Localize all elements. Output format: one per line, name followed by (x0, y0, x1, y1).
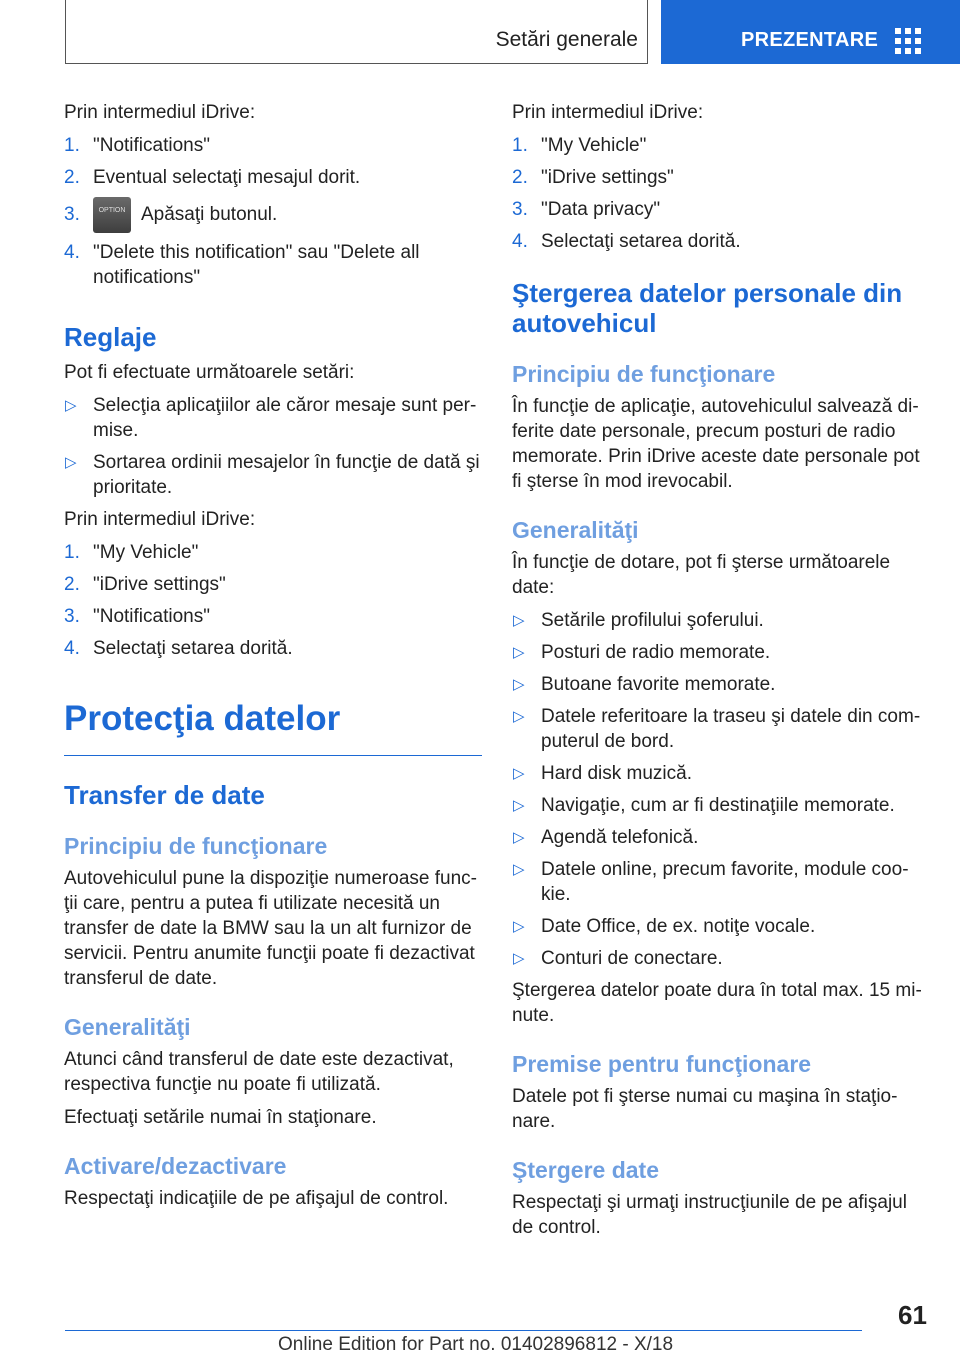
paragraph: În funcţie de dotare, pot fi şterse următoarele date: (512, 552, 891, 598)
list-item: ▷ Date Office, de ex. notiţe vocale. (513, 916, 816, 937)
list-item: 3. OPTION Apăsaţi butonul. (64, 197, 482, 233)
paragraph: Pot fi efectuate următoarele setări: (64, 362, 355, 384)
heading-protectia-datelor: Protecţia datelor (64, 697, 482, 756)
list-item: 4. Selectaţi setarea dorită. (512, 231, 741, 252)
list-item: ▷ Setările profilului şoferului. (513, 610, 764, 631)
footer-edition-text: Online Edition for Part no. 01402896812 - X/18 (278, 1334, 674, 1355)
steps-list-settings (64, 540, 482, 661)
paragraph: Ştergerea datelor poate dura în total max. 15 minute. (512, 980, 922, 1026)
paragraph: Respectaţi şi urmaţi instrucţiunile de pe afişajul de control. (512, 1192, 907, 1238)
list-item: ▷ Selecţia aplicaţiilor ale căror mesaje sunt permise. (65, 395, 477, 442)
steps-list-notifications (64, 133, 482, 290)
list-item: 4. "Delete this notification" sau "Delete all notifications" (64, 242, 420, 289)
triangle-bullet-icon: ▷ (513, 708, 525, 725)
triangle-bullet-icon: ▷ (513, 676, 525, 693)
left-column (64, 100, 482, 1219)
list-item: ▷ Datele online, precum favorite, module cookie. (513, 859, 909, 905)
list-item: ▷ Posturi de radio memorate. (513, 642, 771, 663)
list-item: 1. "My Vehicle" (64, 542, 199, 564)
list-item: ▷ Butoane favorite memorate. (513, 674, 776, 695)
heading-generalitati: Generalităţi (64, 1014, 191, 1041)
heading-principiu: Principiu de funcţionare (64, 833, 328, 860)
header-tab-label: PREZENTARE (741, 29, 879, 51)
paragraph: Efectuaţi setările numai în staţionare. (64, 1107, 377, 1129)
list-item: 2. "iDrive settings" (64, 574, 226, 596)
list-item: ▷ Datele referitoare la traseu şi datele din computerul de bord. (513, 706, 921, 752)
intro-text: Prin intermediul iDrive: (64, 509, 256, 531)
triangle-bullet-icon: ▷ (65, 454, 77, 472)
heading-reglaje: Reglaje (64, 322, 157, 353)
list-item: ▷ Hard disk muzică. (513, 763, 692, 784)
footer-divider (65, 1330, 862, 1331)
list-item: 2. Eventual selectaţi mesajul dorit. (64, 167, 361, 188)
intro-text: Prin intermediul iDrive: (64, 102, 256, 123)
paragraph: Autovehiculul pune la dispoziţie numeroase funcţii care, pentru a putea fi utilizate necesită un transfer de date la BMW sau la un alt furnizor de servicii. Pentru anumite funcţii poate fi dezactivat transferul de date. (64, 868, 477, 990)
steps-list-data-privacy (512, 133, 930, 254)
list-item: ▷ Sortarea ordinii mesajelor în funcţie de dată şi prioritate. (65, 452, 480, 499)
intro-text: Prin intermediul iDrive: (512, 102, 704, 123)
paragraph: Datele pot fi şterse numai cu maşina în staţionare. (512, 1086, 898, 1132)
header-section-title: Setări generale (495, 28, 638, 51)
triangle-bullet-icon: ▷ (513, 918, 525, 935)
list-item: 1. "Notifications" (64, 135, 210, 156)
triangle-bullet-icon: ▷ (65, 397, 77, 415)
list-item: 3. "Data privacy" (512, 199, 661, 220)
heading-stergere-date: Ştergere date (512, 1157, 660, 1183)
triangle-bullet-icon: ▷ (513, 612, 525, 629)
paragraph: În funcţie de aplicaţie, autovehiculul salvează diferite date personale, precum posturi de radio memorate. Prin iDrive aceste date personale pot fi şterse în mod irevocabil. (512, 396, 920, 492)
grid-menu-icon[interactable] (895, 28, 921, 54)
list-item: ▷ Conturi de conectare. (513, 948, 723, 969)
heading-premise: Premise pentru funcţionare (512, 1051, 812, 1077)
triangle-bullet-icon: ▷ (513, 861, 525, 878)
bullet-list-reglaje (64, 393, 482, 500)
triangle-bullet-icon: ▷ (513, 644, 525, 661)
header-tab-prezentare[interactable] (661, 0, 960, 64)
list-item: 3. "Notifications" (64, 606, 210, 628)
heading-stergerea-datelor: Ştergerea datelor personale din autovehicul (512, 278, 903, 338)
page-number: 61 (898, 1300, 927, 1330)
triangle-bullet-icon: ▷ (513, 797, 525, 814)
right-column (512, 100, 930, 1248)
heading-principiu: Principiu de funcţionare (512, 361, 776, 387)
heading-transfer-de-date: Transfer de date (64, 780, 265, 811)
heading-generalitati: Generalităţi (512, 517, 639, 543)
heading-activare: Activare/dezactivare (64, 1153, 287, 1180)
paragraph: Atunci când transferul de date este dezactivat, respectiva funcţie nu poate fi utilizată. (64, 1049, 454, 1096)
triangle-bullet-icon: ▷ (513, 950, 525, 967)
option-button-icon: OPTION (93, 197, 131, 233)
list-item: ▷ Agendă telefonică. (513, 827, 699, 848)
bullet-list-deletable-data (512, 608, 930, 971)
list-item: 2. "iDrive settings" (512, 167, 674, 188)
list-item: 4. Selectaţi setarea dorită. (64, 638, 293, 660)
paragraph: Respectaţi indicaţiile de pe afişajul de control. (64, 1188, 449, 1210)
list-item: 1. "My Vehicle" (512, 135, 647, 156)
list-item: ▷ Navigaţie, cum ar fi destinaţiile memorate. (513, 795, 895, 816)
triangle-bullet-icon: ▷ (513, 765, 525, 782)
triangle-bullet-icon: ▷ (513, 829, 525, 846)
